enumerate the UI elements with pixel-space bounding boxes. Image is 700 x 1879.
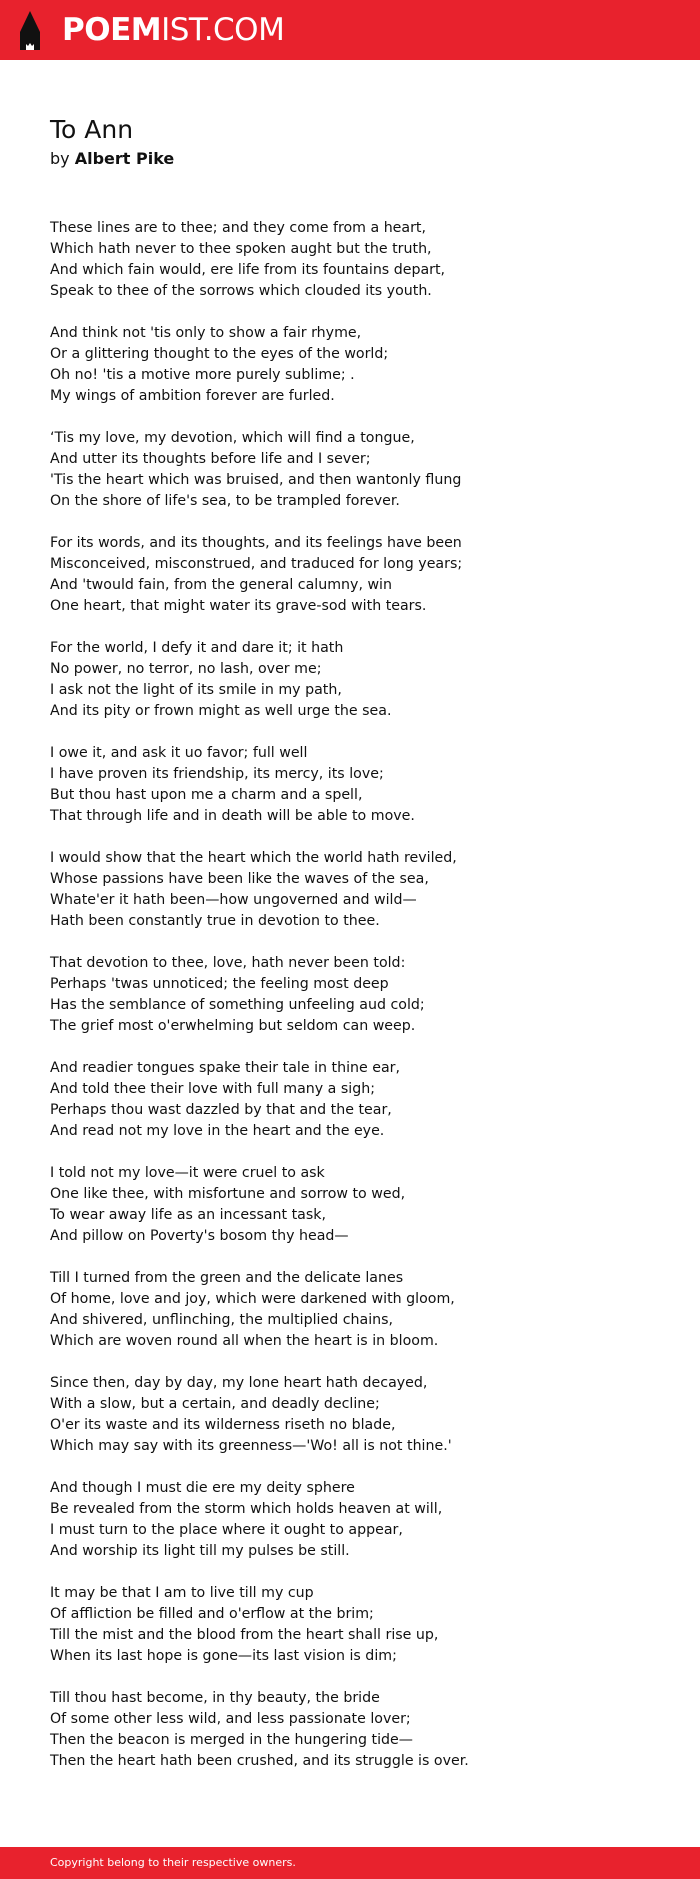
site-logo[interactable] bbox=[62, 10, 284, 50]
poem-line: Whate'er it hath been—how ungoverned and wild— bbox=[50, 892, 417, 908]
poem-line: Perhaps 'twas unnoticed; the feeling most deep bbox=[50, 976, 389, 992]
poem-line: Has the semblance of something unfeeling aud cold; bbox=[50, 997, 425, 1013]
stanza bbox=[50, 1583, 670, 1667]
poem-line: Till thou hast become, in thy beauty, the bride bbox=[50, 1690, 380, 1706]
poem-line: Then the beacon is merged in the hungering tide— bbox=[50, 1732, 413, 1748]
stanza bbox=[50, 1373, 670, 1457]
poem-byline bbox=[50, 148, 174, 170]
poem-line: One like thee, with misfortune and sorrow to wed, bbox=[50, 1186, 406, 1202]
byline-prefix: by bbox=[50, 149, 75, 168]
poem-line: Hath been constantly true in devotion to thee. bbox=[50, 913, 380, 929]
poem-line: With a slow, but a certain, and deadly decline; bbox=[50, 1396, 380, 1412]
poem-line: And pillow on Poverty's bosom thy head— bbox=[50, 1228, 349, 1244]
poem-line: For its words, and its thoughts, and its feelings have been bbox=[50, 535, 462, 551]
poem-line: And utter its thoughts before life and I sever; bbox=[50, 451, 371, 467]
poem-line: Till the mist and the blood from the heart shall rise up, bbox=[50, 1627, 439, 1643]
poem-line: And worship its light till my pulses be still. bbox=[50, 1543, 350, 1559]
poem-line: Then the heart hath been crushed, and its struggle is over. bbox=[50, 1753, 469, 1769]
poem-line: Perhaps thou wast dazzled by that and the tear, bbox=[50, 1102, 392, 1118]
poem-line: 'Tis the heart which was bruised, and then wantonly flung bbox=[50, 472, 462, 488]
poem-line: Till I turned from the green and the delicate lanes bbox=[50, 1270, 404, 1286]
poem-line: Since then, day by day, my lone heart hath decayed, bbox=[50, 1375, 428, 1391]
poem-line: Speak to thee of the sorrows which clouded its youth. bbox=[50, 283, 432, 299]
poem-line: Of affliction be filled and o'erflow at the brim; bbox=[50, 1606, 374, 1622]
logo-text-bold: POEM bbox=[62, 12, 162, 48]
poem-line: Misconceived, misconstrued, and traduced for long years; bbox=[50, 556, 463, 572]
poem-line: It may be that I am to live till my cup bbox=[50, 1585, 314, 1601]
stanza bbox=[50, 743, 670, 827]
stanza bbox=[50, 953, 670, 1037]
poem-line: O'er its waste and its wilderness riseth no blade, bbox=[50, 1417, 396, 1433]
poem-line: Oh no! 'tis a motive more purely sublime; . bbox=[50, 367, 355, 383]
stanza bbox=[50, 1268, 670, 1352]
stanza bbox=[50, 1163, 670, 1247]
poem-line: And shivered, unflinching, the multiplied chains, bbox=[50, 1312, 394, 1328]
poem-line: I owe it, and ask it uo favor; full well bbox=[50, 745, 308, 761]
poem-line: Which are woven round all when the heart is in bloom. bbox=[50, 1333, 439, 1349]
poem-line: To wear away life as an incessant task, bbox=[50, 1207, 326, 1223]
poem-line: Which may say with its greenness—'Wo! all is not thine.' bbox=[50, 1438, 452, 1454]
poem-line: On the shore of life's sea, to be trampled forever. bbox=[50, 493, 400, 509]
poem-line: I told not my love—it were cruel to ask bbox=[50, 1165, 325, 1181]
stanza bbox=[50, 218, 670, 302]
author-name[interactable]: Albert Pike bbox=[74, 149, 175, 168]
logo-text-light: IST.COM bbox=[161, 12, 285, 48]
stanza bbox=[50, 638, 670, 722]
poem-line: And which fain would, ere life from its fountains depart, bbox=[50, 262, 446, 278]
poem-line: And read not my love in the heart and the eye. bbox=[50, 1123, 385, 1139]
stanza bbox=[50, 533, 670, 617]
stanza bbox=[50, 848, 670, 932]
poem-line: One heart, that might water its grave-sod with tears. bbox=[50, 598, 427, 614]
poem-line: Be revealed from the storm which holds heaven at will, bbox=[50, 1501, 443, 1517]
stanza bbox=[50, 1478, 670, 1562]
stanza bbox=[50, 323, 670, 407]
poem-line: I must turn to the place where it ought to appear, bbox=[50, 1522, 403, 1538]
poem-line: Of home, love and joy, which were darkened with gloom, bbox=[50, 1291, 455, 1307]
site-footer bbox=[0, 1847, 700, 1879]
stanza bbox=[50, 1058, 670, 1142]
poem-line: The grief most o'erwhelming but seldom can weep. bbox=[50, 1018, 416, 1034]
poem-line: I would show that the heart which the world hath reviled, bbox=[50, 850, 457, 866]
poem-line: But thou hast upon me a charm and a spell, bbox=[50, 787, 363, 803]
stanza bbox=[50, 428, 670, 512]
poem-line: Or a glittering thought to the eyes of the world; bbox=[50, 346, 389, 362]
poem-line: When its last hope is gone—its last vision is dim; bbox=[50, 1648, 397, 1664]
poem-line: And though I must die ere my deity sphere bbox=[50, 1480, 355, 1496]
poem-line: My wings of ambition forever are furled. bbox=[50, 388, 335, 404]
poem-line: Whose passions have been like the waves of the sea, bbox=[50, 871, 429, 887]
poem-line: That through life and in death will be able to move. bbox=[50, 808, 415, 824]
poem-line: Of some other less wild, and less passionate lover; bbox=[50, 1711, 411, 1727]
poem-line: Which hath never to thee spoken aught but the truth, bbox=[50, 241, 432, 257]
poem-line: I ask not the light of its smile in my path, bbox=[50, 682, 342, 698]
poem-line: These lines are to thee; and they come from a heart, bbox=[50, 220, 427, 236]
poem-line: No power, no terror, no lash, over me; bbox=[50, 661, 322, 677]
pen-nib-icon[interactable] bbox=[18, 10, 42, 52]
poem-line: And its pity or frown might as well urge the sea. bbox=[50, 703, 392, 719]
copyright-text: Copyright belong to their respective owners. bbox=[50, 1856, 296, 1869]
poem-line: I have proven its friendship, its mercy, its love; bbox=[50, 766, 384, 782]
poem-line: And think not 'tis only to show a fair rhyme, bbox=[50, 325, 362, 341]
poem-line: That devotion to thee, love, hath never been told: bbox=[50, 955, 406, 971]
poem-line: And readier tongues spake their tale in thine ear, bbox=[50, 1060, 401, 1076]
poem-body bbox=[50, 218, 670, 1793]
poem-line: And 'twould fain, from the general calumny, win bbox=[50, 577, 392, 593]
poem-line: ‘Tis my love, my devotion, which will find a tongue, bbox=[50, 430, 415, 446]
site-header bbox=[0, 0, 700, 60]
poem-line: And told thee their love with full many a sigh; bbox=[50, 1081, 375, 1097]
poem-line: For the world, I defy it and dare it; it hath bbox=[50, 640, 344, 656]
stanza bbox=[50, 1688, 670, 1772]
poem-title: To Ann bbox=[50, 115, 134, 144]
